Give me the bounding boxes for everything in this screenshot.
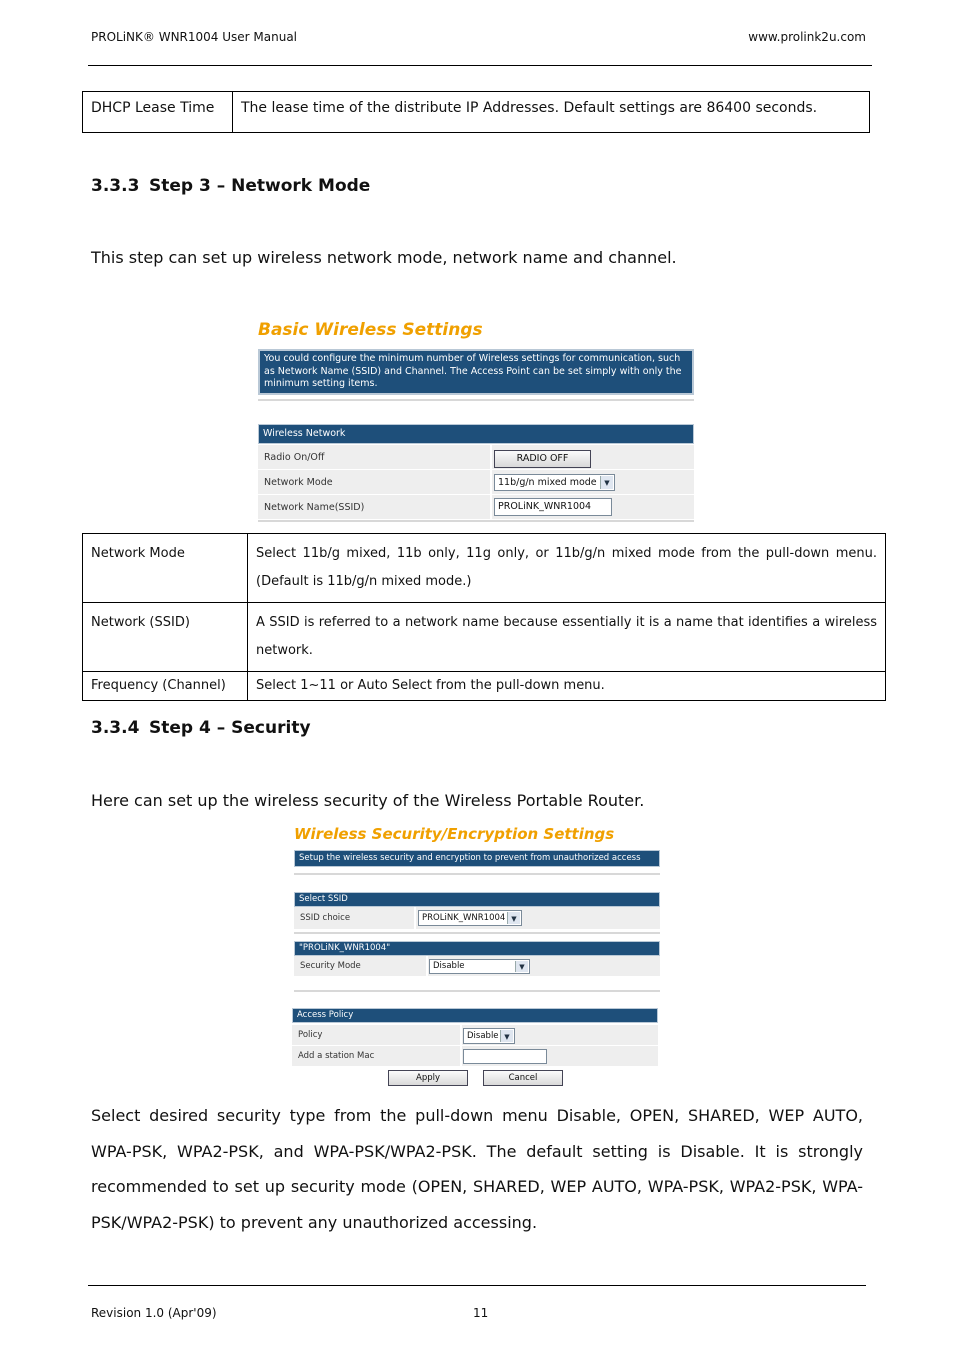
divider (258, 399, 694, 401)
radio-off-button[interactable]: RADIO OFF (494, 450, 591, 468)
add-mac-label: Add a station Mac (298, 1051, 375, 1061)
security-mode-value: Disable (433, 961, 465, 971)
table-cell-term: Network Mode (83, 534, 248, 603)
header-title: PROLiNK® WNR1004 User Manual (91, 30, 298, 44)
table-cell-desc: Select 11b/g mixed, 11b only, 11g only, or 11b/g/n mixed mode from the pull-down menu. (Default is 11b/g/n mixed mode.) (248, 534, 886, 603)
wireless-network-bar: Wireless Network (258, 424, 694, 444)
select-ssid-bar: Select SSID (294, 892, 660, 907)
network-mode-table (82, 533, 886, 701)
network-mode-row (258, 470, 694, 495)
divider (294, 932, 660, 934)
table-row (83, 672, 886, 701)
section-number: 3.3.3 (91, 176, 140, 196)
ssid-choice-value: PROLiNK_WNR1004 (422, 913, 506, 923)
radio-row (258, 445, 694, 470)
ssid-section-bar: "PROLiNK_WNR1004" (294, 941, 660, 956)
divider (294, 990, 660, 992)
basic-wireless-description: You could configure the minimum number of Wireless settings for communication, such as Network Name (SSID) and Channel. The Access Point can be set simply with only the minimum setting items. (258, 349, 694, 395)
divider (258, 520, 694, 522)
table-cell-desc: A SSID is referred to a network name because essentially it is a name that identifies a wireless network. (248, 603, 886, 672)
header-rule (88, 65, 872, 66)
table-row (83, 92, 870, 133)
chevron-down-icon: ▼ (500, 1030, 513, 1042)
table-cell-desc: Select 1~11 or Auto Select from the pull-down menu. (248, 672, 886, 701)
section-title: Step 4 – Security (149, 718, 311, 738)
page-number: 11 (473, 1306, 489, 1320)
ssid-input[interactable]: PROLiNK_WNR1004 (494, 498, 612, 516)
policy-label: Policy (298, 1030, 323, 1040)
footer-rule (88, 1285, 866, 1286)
header-url: www.prolink2u.com (748, 30, 866, 44)
table-row (83, 603, 886, 672)
access-policy-bar: Access Policy (292, 1008, 658, 1023)
network-mode-value: 11b/g/n mixed mode (498, 477, 597, 488)
policy-select[interactable] (463, 1028, 515, 1044)
security-description: Setup the wireless security and encryption to prevent from unauthorized access (294, 850, 660, 867)
network-mode-select[interactable] (494, 474, 615, 491)
section-heading-network-mode (91, 176, 370, 196)
chevron-down-icon: ▼ (507, 912, 520, 924)
ssid-label: Network Name(SSID) (264, 502, 365, 513)
section-title: Step 3 – Network Mode (149, 176, 371, 196)
footer-revision: Revision 1.0 (Apr'09) (91, 1306, 217, 1320)
table-row (83, 534, 886, 603)
radio-label: Radio On/Off (264, 452, 325, 463)
ssid-choice-select[interactable] (418, 910, 522, 926)
section-intro: Here can set up the wireless security of the Wireless Portable Router. (91, 791, 645, 810)
cancel-button[interactable]: Cancel (483, 1070, 563, 1086)
basic-wireless-title: Basic Wireless Settings (258, 320, 483, 340)
add-mac-input[interactable] (463, 1049, 547, 1064)
apply-button[interactable]: Apply (388, 1070, 468, 1086)
ssid-row (258, 495, 694, 520)
chevron-down-icon: ▼ (600, 476, 613, 489)
table-cell-desc: The lease time of the distribute IP Addresses. Default settings are 86400 seconds. (233, 92, 870, 133)
policy-value: Disable (467, 1031, 499, 1041)
dhcp-table (82, 91, 870, 133)
security-mode-select[interactable] (429, 959, 530, 974)
table-cell-term: Network (SSID) (83, 603, 248, 672)
security-title: Wireless Security/Encryption Settings (294, 825, 615, 843)
security-mode-label: Security Mode (300, 961, 361, 971)
chevron-down-icon: ▼ (515, 961, 528, 972)
section-intro: This step can set up wireless network mode, network name and channel. (91, 248, 677, 267)
table-cell-term: DHCP Lease Time (83, 92, 233, 133)
section-heading-security (91, 718, 311, 738)
network-mode-label: Network Mode (264, 477, 333, 488)
section-number: 3.3.4 (91, 718, 140, 738)
table-cell-term: Frequency (Channel) (83, 672, 248, 701)
security-description-paragraph: Select desired security type from the pull-down menu Disable, OPEN, SHARED, WEP AUTO, WPA-PSK, WPA2-PSK, and WPA-PSK/WPA2-PSK. The default setting is Disable. It is strongly recommended to set up security mode (OPEN, SHARED, WEP AUTO, WPA-PSK, WPA2-PSK, WPA-PSK/WPA2-PSK) to prevent any unauthorized accessing. (91, 1106, 863, 1232)
ssid-choice-label: SSID choice (300, 913, 351, 923)
divider (294, 873, 660, 875)
